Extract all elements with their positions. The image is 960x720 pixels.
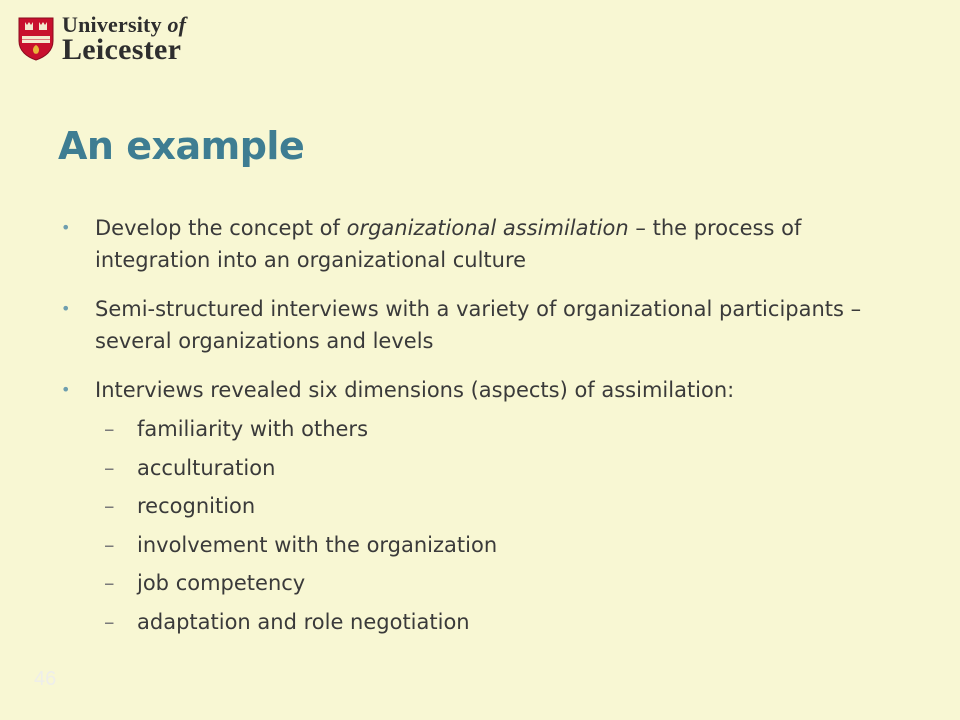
bullet-item: • Interviews revealed six dimensions (aspects) of assimilation: – familiarity with others – acculturation – recognition – involvement with the organization – job competency – adaptation and role negotiation [58, 374, 898, 642]
dash-icon: – [104, 571, 115, 596]
sub-bullet-list [95, 410, 898, 642]
bullet-icon: • [61, 218, 71, 237]
sub-bullet-item: – acculturation [58, 449, 898, 488]
wordmark-line2: Leicester [62, 33, 182, 66]
slide-title: An example [58, 124, 305, 168]
wordmark [62, 14, 186, 65]
dash-icon: – [104, 417, 115, 441]
wordmark-line1: University of [62, 12, 187, 37]
slide-number: 46 [34, 668, 57, 690]
sub-bullet-item: – job competency [58, 564, 898, 603]
dash-icon: – [104, 494, 115, 519]
sub-bullet-item: – adaptation and role negotiation [58, 603, 898, 642]
crest-icon [18, 17, 54, 61]
bullet-icon: • [61, 299, 71, 318]
dash-icon: – [104, 609, 115, 634]
bullet-icon: • [61, 380, 71, 399]
dash-icon: – [104, 455, 115, 480]
bullet-item: • Develop the concept of organizational assimilation – the process of integration into an organizational culture [58, 212, 898, 276]
bullet-list [58, 212, 898, 659]
bullet-item: • Semi-structured interviews with a variety of organizational participants – several organizations and levels [58, 293, 898, 357]
sub-bullet-item: – recognition [58, 487, 898, 526]
sub-bullet-item: – familiarity with others [58, 410, 898, 449]
sub-bullet-item: – involvement with the organization [58, 526, 898, 565]
dash-icon: – [104, 532, 115, 557]
university-logo [18, 14, 186, 65]
